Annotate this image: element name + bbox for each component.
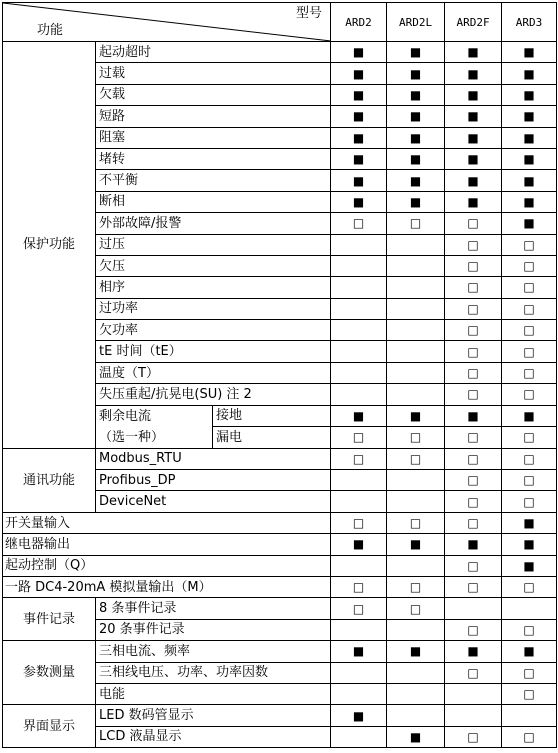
support-cell [387,705,445,726]
support-cell [387,576,445,597]
support-cell [387,148,445,169]
filled-square-icon: ■ [523,109,535,124]
support-cell [445,42,502,63]
support-cell [502,619,557,640]
table-row [3,42,557,63]
empty-square-icon: □ [523,494,535,509]
support-cell [445,148,502,169]
feature-label: 起动控制（Q） [3,555,331,576]
support-cell [331,320,387,341]
filled-square-icon: ■ [523,194,535,209]
header-row [3,3,557,42]
residual-ground-label: 接地 [213,405,331,427]
support-cell [445,512,502,533]
table-row [3,448,557,469]
support-cell [331,576,387,597]
support-cell [502,341,557,362]
support-cell [331,705,387,726]
filled-square-icon: ■ [467,66,479,81]
filled-square-icon: ■ [352,45,365,60]
model-header-ard3: ARD3 [502,3,557,42]
filled-square-icon: ■ [352,152,365,167]
support-cell [331,213,387,234]
filled-square-icon: ■ [409,87,422,102]
empty-square-icon: □ [467,259,479,274]
empty-square-icon: □ [409,601,422,616]
filled-square-icon: ■ [467,87,479,102]
support-cell [502,705,557,726]
support-cell [445,705,502,726]
filled-square-icon: ■ [409,644,422,659]
support-cell [445,191,502,212]
support-cell [502,277,557,298]
support-cell [331,448,387,469]
support-cell [502,84,557,105]
feature-label: 欠载 [96,84,331,105]
support-cell [445,470,502,491]
filled-square-icon: ■ [467,173,479,188]
support-cell [445,341,502,362]
empty-square-icon: □ [467,323,479,338]
filled-square-icon: ■ [352,66,365,81]
table-row [3,705,557,726]
feature-label: 过压 [96,234,331,255]
support-cell [387,427,445,449]
filled-square-icon: ■ [409,66,422,81]
support-cell [445,598,502,619]
filled-square-icon: ■ [523,537,535,552]
filled-square-icon: ■ [352,644,365,659]
feature-label: 过载 [96,63,331,84]
empty-square-icon: □ [467,301,479,316]
params-group-label: 参数测量 [3,641,96,705]
function-header-label: 功能 [37,23,64,38]
support-cell [331,106,387,127]
support-cell [387,277,445,298]
feature-label: 欠压 [96,255,331,276]
diagonal-header-cell [3,3,331,42]
feature-label: DeviceNet [96,491,331,512]
support-cell [445,405,502,427]
support-cell [502,234,557,255]
feature-label: LCD 液晶显示 [96,726,331,747]
support-cell [445,662,502,683]
feature-label: Profibus_DP [96,470,331,491]
support-cell [445,106,502,127]
model-header-ard2f: ARD2F [445,3,502,42]
empty-square-icon: □ [409,451,422,466]
feature-label: 一路 DC4-20mA 模拟量输出（M） [3,576,331,597]
support-cell [331,341,387,362]
support-cell [502,555,557,576]
support-cell [387,234,445,255]
support-cell [502,170,557,191]
support-cell [331,534,387,555]
support-cell [331,726,387,747]
filled-square-icon: ■ [352,537,365,552]
support-cell [387,320,445,341]
support-cell [502,491,557,512]
empty-square-icon: □ [523,451,535,466]
filled-square-icon: ■ [352,87,365,102]
support-cell [502,534,557,555]
empty-square-icon: □ [409,430,422,445]
filled-square-icon: ■ [467,194,479,209]
empty-square-icon: □ [409,216,422,231]
support-cell [387,491,445,512]
support-cell [387,84,445,105]
support-cell [502,512,557,533]
support-cell [445,576,502,597]
events-group-label: 事件记录 [3,598,96,641]
support-cell [445,127,502,148]
filled-square-icon: ■ [467,644,479,659]
support-cell [331,405,387,427]
support-cell [387,726,445,747]
support-cell [502,127,557,148]
support-cell [387,512,445,533]
model-header-label: 型号 [296,6,323,21]
support-cell [445,362,502,383]
filled-square-icon: ■ [409,173,422,188]
support-cell [331,555,387,576]
support-cell [502,106,557,127]
empty-square-icon: □ [523,301,535,316]
table-row [3,598,557,619]
feature-label: 相序 [96,277,331,298]
support-cell [445,320,502,341]
support-cell [387,127,445,148]
empty-square-icon: □ [467,451,479,466]
empty-square-icon: □ [523,580,535,595]
feature-label: LED 数码管显示 [96,705,331,726]
support-cell [387,255,445,276]
support-cell [445,63,502,84]
support-cell [502,427,557,449]
support-cell [445,641,502,662]
empty-square-icon: □ [467,729,479,744]
support-cell [331,127,387,148]
support-cell [331,384,387,405]
residual-leakage-label: 漏电 [213,427,331,449]
residual-current-line2: （选一种） [99,429,165,445]
filled-square-icon: ■ [523,558,535,573]
empty-square-icon: □ [523,237,535,252]
support-cell [502,255,557,276]
feature-label: 三相线电压、功率、功率因数 [96,662,331,683]
support-cell [387,662,445,683]
support-cell [445,619,502,640]
support-cell [445,491,502,512]
support-cell [387,619,445,640]
filled-square-icon: ■ [409,729,422,744]
support-cell [331,362,387,383]
model-header-ard2l: ARD2L [387,3,445,42]
empty-square-icon: □ [409,580,422,595]
support-cell [331,255,387,276]
filled-square-icon: ■ [523,152,535,167]
filled-square-icon: ■ [409,537,422,552]
function-comparison-table [2,2,557,748]
support-cell [502,683,557,704]
filled-square-icon: ■ [467,45,479,60]
filled-square-icon: ■ [467,408,479,423]
support-cell [445,277,502,298]
support-cell [387,170,445,191]
empty-square-icon: □ [352,601,365,616]
support-cell [331,63,387,84]
filled-square-icon: ■ [409,152,422,167]
empty-square-icon: □ [523,344,535,359]
filled-square-icon: ■ [409,45,422,60]
empty-square-icon: □ [352,580,365,595]
feature-label: 温度（T） [96,362,331,383]
feature-label: 阻塞 [96,127,331,148]
support-cell [331,641,387,662]
support-cell [502,320,557,341]
filled-square-icon: ■ [352,173,365,188]
support-cell [387,641,445,662]
empty-square-icon: □ [523,665,535,680]
empty-square-icon: □ [352,516,365,530]
model-header-ard2: ARD2 [331,3,387,42]
filled-square-icon: ■ [523,66,535,81]
support-cell [331,491,387,512]
support-cell [331,683,387,704]
feature-label: 断相 [96,191,331,212]
support-cell [331,470,387,491]
filled-square-icon: ■ [467,109,479,124]
feature-label: 过功率 [96,298,331,319]
filled-square-icon: ■ [352,130,365,145]
empty-square-icon: □ [467,387,479,402]
empty-square-icon: □ [467,237,479,252]
empty-square-icon: □ [467,622,479,637]
support-cell [387,362,445,383]
support-cell [445,213,502,234]
support-cell [502,470,557,491]
empty-square-icon: □ [467,216,479,231]
filled-square-icon: ■ [523,87,535,102]
support-cell [445,170,502,191]
filled-square-icon: ■ [523,408,535,423]
empty-square-icon: □ [467,430,479,445]
support-cell [387,448,445,469]
support-cell [331,42,387,63]
support-cell [387,298,445,319]
feature-label: 短路 [96,106,331,127]
empty-square-icon: □ [467,473,479,488]
support-cell [387,341,445,362]
empty-square-icon: □ [352,430,365,445]
support-cell [502,448,557,469]
empty-square-icon: □ [352,216,365,231]
feature-label: 失压重起/抗晃电(SU) 注 2 [96,384,331,405]
support-cell [331,277,387,298]
support-cell [387,106,445,127]
empty-square-icon: □ [467,280,479,295]
feature-label: 起动超时 [96,42,331,63]
support-cell [387,534,445,555]
empty-square-icon: □ [523,473,535,488]
table-row [3,555,557,576]
filled-square-icon: ■ [467,130,479,145]
filled-square-icon: ■ [409,130,422,145]
support-cell [387,405,445,427]
empty-square-icon: □ [467,366,479,381]
feature-label: 8 条事件记录 [96,598,331,619]
empty-square-icon: □ [523,387,535,402]
empty-square-icon: □ [467,580,479,595]
empty-square-icon: □ [523,280,535,295]
support-cell [502,213,557,234]
support-cell [331,619,387,640]
filled-square-icon: ■ [523,45,535,60]
support-cell [502,384,557,405]
table [2,2,557,748]
support-cell [502,298,557,319]
feature-label: tE 时间（tE） [96,341,331,362]
empty-square-icon: □ [523,622,535,637]
empty-square-icon: □ [467,665,479,680]
empty-square-icon: □ [523,430,535,445]
table-row [3,512,557,533]
empty-square-icon: □ [467,558,479,573]
support-cell [387,555,445,576]
support-cell [387,683,445,704]
filled-square-icon: ■ [409,109,422,124]
support-cell [445,255,502,276]
protection-group-label: 保护功能 [3,42,96,449]
filled-square-icon: ■ [352,109,365,124]
support-cell [331,170,387,191]
support-cell [387,191,445,212]
empty-square-icon: □ [467,516,479,530]
empty-square-icon: □ [523,366,535,381]
feature-label: 堵转 [96,148,331,169]
support-cell [502,726,557,747]
support-cell [331,598,387,619]
support-cell [445,534,502,555]
comm-group-label: 通讯功能 [3,448,96,512]
support-cell [502,63,557,84]
support-cell [502,662,557,683]
feature-label: 不平衡 [96,170,331,191]
filled-square-icon: ■ [352,408,365,423]
support-cell [502,362,557,383]
empty-square-icon: □ [409,516,422,530]
support-cell [445,234,502,255]
support-cell [331,191,387,212]
filled-square-icon: ■ [523,216,535,231]
support-cell [445,84,502,105]
feature-label: 开关量输入 [3,512,331,533]
empty-square-icon: □ [523,259,535,274]
feature-label: Modbus_RTU [96,448,331,469]
support-cell [445,427,502,449]
display-group-label: 界面显示 [3,705,96,748]
support-cell [445,726,502,747]
support-cell [331,512,387,533]
support-cell [502,641,557,662]
feature-label: 外部故障/报警 [96,213,331,234]
filled-square-icon: ■ [523,130,535,145]
support-cell [331,148,387,169]
support-cell [445,384,502,405]
support-cell [387,384,445,405]
filled-square-icon: ■ [467,152,479,167]
support-cell [387,598,445,619]
residual-current-line1: 剩余电流 [99,408,152,424]
support-cell [502,598,557,619]
feature-label: 欠功率 [96,320,331,341]
table-row [3,534,557,555]
filled-square-icon: ■ [523,173,535,188]
empty-square-icon: □ [523,323,535,338]
support-cell [331,298,387,319]
empty-square-icon: □ [523,729,535,744]
support-cell [387,63,445,84]
support-cell [445,683,502,704]
support-cell [502,405,557,427]
feature-label: 继电器输出 [3,534,331,555]
filled-square-icon: ■ [409,408,422,423]
filled-square-icon: ■ [467,537,479,552]
filled-square-icon: ■ [352,194,365,209]
filled-square-icon: ■ [523,644,535,659]
feature-label: 三相电流、频率 [96,641,331,662]
support-cell [502,42,557,63]
filled-square-icon: ■ [409,194,422,209]
support-cell [445,555,502,576]
filled-square-icon: ■ [523,516,535,530]
table-row [3,576,557,597]
support-cell [387,42,445,63]
support-cell [387,213,445,234]
feature-label: 电能 [96,683,331,704]
residual-current-label [96,405,213,448]
support-cell [502,191,557,212]
support-cell [331,84,387,105]
support-cell [445,298,502,319]
empty-square-icon: □ [467,344,479,359]
support-cell [331,662,387,683]
table-row [3,641,557,662]
empty-square-icon: □ [352,451,365,466]
support-cell [502,148,557,169]
support-cell [445,448,502,469]
support-cell [331,234,387,255]
support-cell [331,427,387,449]
support-cell [502,576,557,597]
support-cell [387,470,445,491]
empty-square-icon: □ [523,687,535,702]
feature-label: 20 条事件记录 [96,619,331,640]
filled-square-icon: ■ [352,708,365,723]
empty-square-icon: □ [467,494,479,509]
